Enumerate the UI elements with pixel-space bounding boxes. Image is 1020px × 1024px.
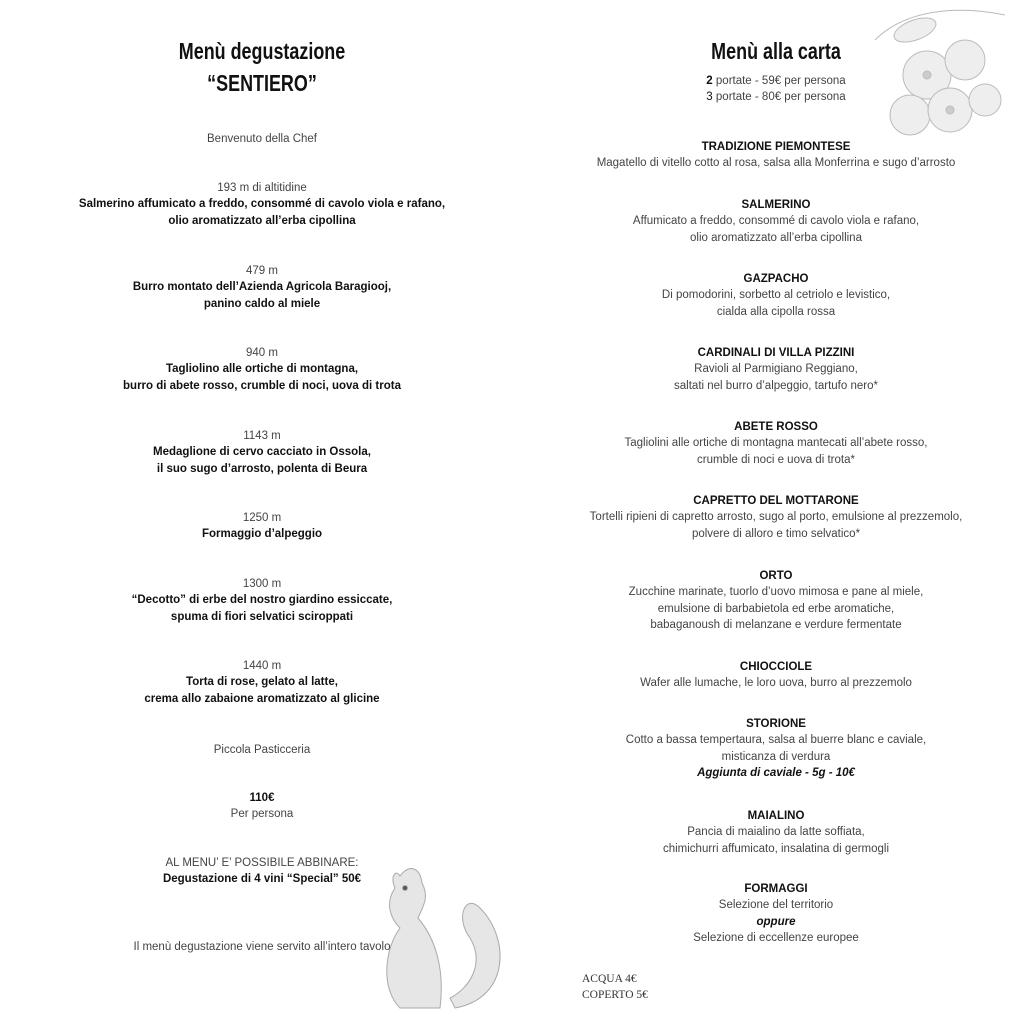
course-line: olio aromatizzato all’erba cipollina: [168, 214, 356, 227]
price-unit: Per persona: [230, 808, 294, 821]
tasting-subtitle: “SENTIERO”: [207, 70, 317, 96]
course-line: Tagliolino alle ortiche di montagna,: [165, 363, 359, 376]
course-count: 3: [706, 91, 713, 104]
course: [62, 345, 462, 394]
dish-name: CAPRETTO DEL MOTTARONE: [693, 495, 859, 507]
price-line: portate - 59€ per persona: [712, 75, 846, 87]
course-altitude: 940 m: [246, 347, 278, 359]
course-line: Salmerino affumicato a freddo, consommé di cavolo viola e rafano,: [78, 198, 446, 211]
dish-line: Pancia di maialino da latte soffiata,: [687, 826, 865, 839]
dish-line: polvere di alloro e timo selvatico*: [691, 527, 861, 540]
dish-name: STORIONE: [746, 718, 806, 730]
dish-name: FORMAGGI: [744, 883, 808, 895]
dish-name: MAIALINO: [747, 810, 805, 822]
dish: [576, 271, 976, 320]
alacarte-title: Menù alla carta: [711, 38, 841, 64]
tasting-title: Menù degustazione: [178, 38, 346, 64]
dish-line: olio aromatizzato all’erba cipollina: [690, 231, 862, 244]
course: [62, 658, 462, 707]
dish-name: GAZPACHO: [743, 273, 809, 285]
cover-charge: COPERTO 5€: [582, 989, 648, 1001]
extras-footer: [582, 971, 648, 1003]
dish-line: Selezione di eccellenze europee: [693, 932, 859, 945]
course-line: panino caldo al miele: [203, 297, 321, 310]
course-line: spuma di fiori selvatici sciroppati: [170, 610, 354, 623]
course-altitude: 1300 m: [242, 578, 282, 590]
dish: [576, 659, 976, 692]
dish: [576, 568, 976, 634]
course-prices: [576, 73, 976, 106]
dish-line: Wafer alle lumache, le loro uova, burro al prezzemolo: [640, 677, 912, 690]
price-value: 110€: [249, 792, 275, 804]
course-line: il suo sugo d’arrosto, polenta di Beura: [156, 462, 368, 475]
course: [62, 510, 462, 543]
pairing-offer: Degustazione di 4 vini “Special” 50€: [162, 873, 362, 886]
dish-line: misticanza di verdura: [721, 750, 831, 763]
dish: [576, 881, 976, 947]
dish-line: emulsione di barbabietola ed erbe aromatiche,: [657, 602, 895, 615]
alacarte-menu: [576, 0, 976, 1024]
tasting-menu: [62, 0, 462, 1024]
water-price: ACQUA 4€: [582, 973, 637, 985]
dish-name: TRADIZIONE PIEMONTESE: [701, 141, 851, 153]
course-count: 2: [706, 75, 713, 87]
dish-line: Magatello di vitello cotto al rosa, salsa alla Monferrina e sugo d’arrosto: [596, 157, 956, 170]
pairing-label: AL MENU’ E’ POSSIBILE ABBINARE:: [165, 857, 359, 869]
dish: [576, 808, 976, 857]
dish: [576, 419, 976, 468]
dish-line: saltati nel burro d’alpeggio, tartufo nero*: [674, 379, 878, 392]
wine-pairing: [62, 855, 462, 888]
dish: [576, 345, 976, 394]
course-line: Burro montato dell’Azienda Agricola Baragiooj,: [132, 281, 392, 294]
dish-line: Di pomodorini, sorbetto al cetriolo e levistico,: [661, 289, 891, 302]
dish-name: SALMERINO: [741, 199, 811, 211]
dish-line: Ravioli al Parmigiano Reggiano,: [694, 363, 858, 376]
dish: [576, 197, 976, 246]
dish-line: Zucchine marinate, tuorlo d’uovo mimosa e pane al miele,: [628, 586, 924, 599]
dish-line: Cotto a bassa tempertaura, salsa al buerre blanc e caviale,: [625, 734, 927, 747]
dish: [576, 493, 976, 542]
course-line: Torta di rose, gelato al latte,: [186, 676, 338, 689]
course-altitude: 479 m: [246, 265, 278, 277]
dish-name: CARDINALI DI VILLA PIZZINI: [697, 347, 855, 359]
course-line: crema allo zabaione aromatizzato al glicine: [144, 692, 380, 705]
course: [62, 180, 462, 229]
dish-name: ORTO: [759, 570, 793, 582]
dish-line: crumble di noci e uova di trota*: [697, 453, 855, 466]
dish-name: CHIOCCIOLE: [739, 661, 813, 673]
dish-line: Selezione del territorio: [718, 899, 834, 912]
course-line: burro di abete rosso, crumble di noci, uova di trota: [123, 379, 401, 392]
course-altitude: 1440 m: [242, 660, 282, 672]
course-altitude: 1143 m: [243, 430, 281, 442]
dish-extra: oppure: [756, 915, 796, 928]
dish: [576, 716, 976, 782]
dish-line: babaganoush di melanzane e verdure fermentate: [650, 619, 902, 632]
dish-line: Tagliolini alle ortiche di montagna mantecati all’abete rosso,: [624, 437, 928, 450]
welcome-text: Benvenuto della Chef: [207, 133, 317, 145]
pastry-text: Piccola Pasticceria: [213, 744, 311, 756]
course-altitude: 1250 m: [242, 512, 282, 524]
tasting-note: Il menù degustazione viene servito all’intero tavolo: [133, 941, 391, 953]
course: [62, 576, 462, 625]
dish-extra: Aggiunta di caviale - 5g - 10€: [697, 767, 855, 780]
dish-line: cialda alla cipolla rossa: [716, 305, 836, 318]
price-line: portate - 80€ per persona: [712, 91, 846, 104]
dish-line: Tortelli ripieni di capretto arrosto, sugo al porto, emulsione al prezzemolo,: [589, 511, 963, 524]
course-altitude: 193 m di altitidine: [217, 182, 307, 194]
dish-line: chimichurri affumicato, insalatina di germogli: [662, 842, 890, 855]
course: [62, 428, 462, 477]
dish-line: Affumicato a freddo, consommé di cavolo viola e rafano,: [632, 215, 920, 228]
course: [62, 263, 462, 312]
tasting-price: [62, 790, 462, 823]
dish-name: ABETE ROSSO: [734, 421, 818, 433]
dish: [576, 139, 976, 172]
course-line: Formaggio d’alpeggio: [201, 528, 323, 541]
course-line: “Decotto” di erbe del nostro giardino essiccate,: [131, 594, 393, 607]
course-line: Medaglione di cervo cacciato in Ossola,: [153, 446, 371, 459]
